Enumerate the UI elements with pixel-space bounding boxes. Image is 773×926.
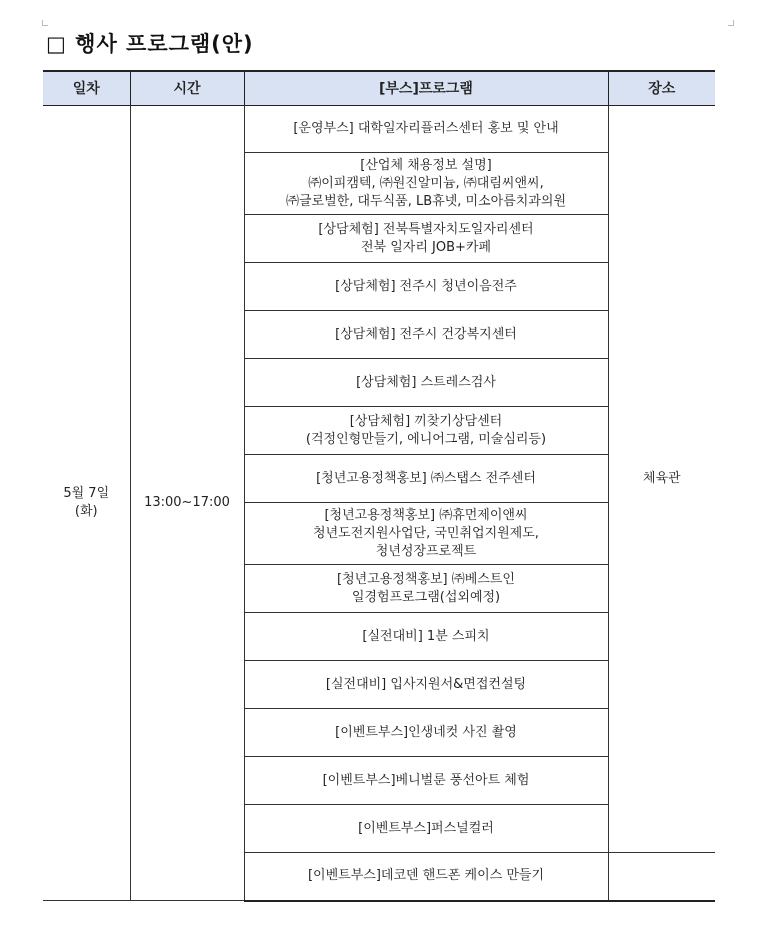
program-line: [이벤트부스]퍼스널컬러 xyxy=(358,820,494,836)
program-line: [상담체험] 전주시 건강복지센터 xyxy=(335,326,517,342)
program-line: [이벤트부스]인생네컷 사진 촬영 xyxy=(335,724,517,740)
table-body xyxy=(43,106,715,901)
program-line: [이벤트부스]데코덴 핸드폰 케이스 만들기 xyxy=(307,868,545,884)
place-cell: 체육관 xyxy=(608,106,715,853)
program-table xyxy=(43,70,715,902)
program-line: [청년고용정책홍보] ㈜스탭스 전주센터 xyxy=(316,470,536,486)
program-cell xyxy=(244,661,608,709)
date-line: (화) xyxy=(74,504,98,519)
program-cell xyxy=(244,407,608,455)
program-line: 청년성장프로젝트 xyxy=(375,543,477,559)
program-cell xyxy=(244,359,608,407)
program-line: ㈜글로벌한, 대두식품, LB휴넷, 미소아름치과의원 xyxy=(286,193,566,209)
place-cell-empty xyxy=(608,853,715,901)
page-corner-mark-left xyxy=(42,20,48,26)
time-cell: 13:00~17:00 xyxy=(130,106,244,901)
program-line: ㈜이피캠텍, ㈜원진알미늄, ㈜대림씨앤씨, xyxy=(308,175,544,191)
program-line: [상담체험] 스트레스검사 xyxy=(356,374,496,390)
program-cell xyxy=(244,311,608,359)
program-cell xyxy=(244,805,608,853)
program-line: (걱정인형만들기, 에니어그램, 미술심리등) xyxy=(305,431,547,447)
program-cell xyxy=(244,263,608,311)
page-corner-mark-right xyxy=(728,20,734,26)
program-line: [산업체 채용정보 설명] xyxy=(360,157,492,173)
program-line: [청년고용정책홍보] ㈜베스트인 xyxy=(337,571,515,587)
page-title: □ 행사 프로그램(안) xyxy=(46,32,254,56)
program-line: [운영부스] 대학일자리플러스센터 홍보 및 안내 xyxy=(293,121,559,136)
header-program: [부스]프로그램 xyxy=(244,71,608,106)
program-line: [실전대비] 입사지원서&면접컨설팅 xyxy=(325,676,527,692)
program-line: [이벤트부스]베니벌룬 풍선아트 체험 xyxy=(322,772,530,788)
program-line: [상담체험] 끼찾기상담센터 xyxy=(349,413,503,429)
header-place: 장소 xyxy=(608,71,715,106)
program-line: [상담체험] 전주시 청년이음전주 xyxy=(335,278,517,294)
program-line: 일경험프로그램(섭외예정) xyxy=(351,589,501,605)
program-cell xyxy=(244,613,608,661)
program-cell xyxy=(244,853,608,901)
program-line: [상담체험] 전북특별자치도일자리센터 xyxy=(318,221,534,237)
program-cell xyxy=(244,106,608,153)
date-line: 5월 7일 xyxy=(63,486,110,501)
program-line: [실전대비] 1분 스피치 xyxy=(362,628,490,644)
table-row xyxy=(43,106,715,153)
program-cell xyxy=(244,709,608,757)
date-cell xyxy=(43,106,130,901)
program-line: 청년도전지원사업단, 국민취업지원제도, xyxy=(313,525,539,541)
program-cell xyxy=(244,503,608,565)
table-header-row xyxy=(43,71,715,106)
program-cell xyxy=(244,215,608,263)
header-time: 시간 xyxy=(130,71,244,106)
header-date: 일차 xyxy=(43,71,130,106)
program-cell xyxy=(244,455,608,503)
program-cell xyxy=(244,757,608,805)
program-line: [청년고용정책홍보] ㈜휴먼제이앤씨 xyxy=(324,507,528,523)
program-line: 전북 일자리 JOB+카페 xyxy=(360,239,492,255)
program-cell xyxy=(244,565,608,613)
program-cell xyxy=(244,153,608,215)
